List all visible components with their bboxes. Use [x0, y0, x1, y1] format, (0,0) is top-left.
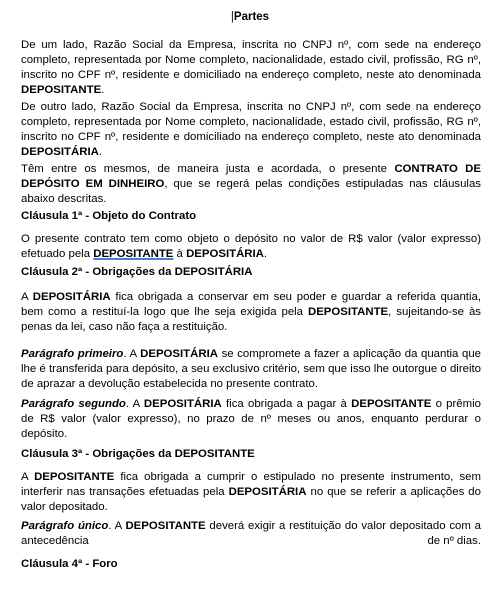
paragraph-clause-2: A DEPOSITÁRIA fica obrigada a conservar em seu poder e guardar a referida quantia, bem como a restituí-la logo que lhe seja exigida pela DEPOSITANTE, sujeitando-se às penas da lei, caso não faça a restituição.	[21, 291, 481, 333]
paragraph-first: Parágrafo primeiro. A DEPOSITÁRIA se compromete a fazer a aplicação da quantia que lhe é transferida para depósito, a seu exclusivo critério, sem que isso lhe outorgue o direito de aprazar a devolução estabelecida no presente contrato.	[21, 348, 482, 390]
document-title: |Partes	[230, 11, 270, 23]
paragraph-party-depositante: De um lado, Razão Social da Empresa, inscrita no CNPJ nº, com sede na endereço completo, representada por Nome completo, nacionalidade, estado civil, profissão, RG nº, inscrito no CPF nº, residente e domiciliado na endereço completo, neste ato denominada DEPOSITANTE.	[21, 39, 481, 96]
clause-1-heading: Cláusula 1ª - Objeto do Contrato	[21, 210, 197, 222]
paragraph-contract-intro: Têm entre os mesmos, de maneira justa e acordada, o presente CONTRATO DE DEPÓSITO EM DINHEIRO, que se regerá pelas condições estipuladas nas cláusulas abaixo descritas.	[21, 163, 481, 205]
clause-3-heading: Cláusula 3ª - Obrigações da DEPOSITANTE	[21, 448, 255, 460]
paragraph-clause-1: O presente contrato tem como objeto o depósito no valor de R$ valor (valor expresso) efetuado pela DEPOSITANTE à DEPOSITÁRIA.	[21, 233, 481, 260]
clause-4-heading: Cláusula 4ª - Foro	[21, 558, 118, 570]
paragraph-party-depositaria: De outro lado, Razão Social da Empresa, inscrita no CNPJ nº, com sede na endereço completo, representada por Nome completo, nacionalidade, estado civil, profissão, RG nº, inscrito no CPF nº, residente e domiciliado na endereço completo, neste ato denominada DEPOSITÁRIA.	[21, 101, 481, 158]
paragraph-second: Parágrafo segundo. A DEPOSITÁRIA fica obrigada a pagar à DEPOSITANTE o prêmio de R$ valor (valor expresso), no prazo de nº meses ou anos, enquanto perdurar o depósito.	[21, 398, 481, 440]
paragraph-single: Parágrafo único. A DEPOSITANTE deverá exigir a restituição do valor depositado com a antecedência de nº dias.	[21, 520, 481, 547]
clause-2-heading: Cláusula 2ª - Obrigações da DEPOSITÁRIA	[21, 266, 253, 278]
paragraph-clause-3: A DEPOSITANTE fica obrigada a cumprir o estipulado no presente instrumento, sem interferir nas transações efetuadas pela DEPOSITÁRIA no que se referir a aplicações do valor depositado.	[21, 471, 481, 513]
